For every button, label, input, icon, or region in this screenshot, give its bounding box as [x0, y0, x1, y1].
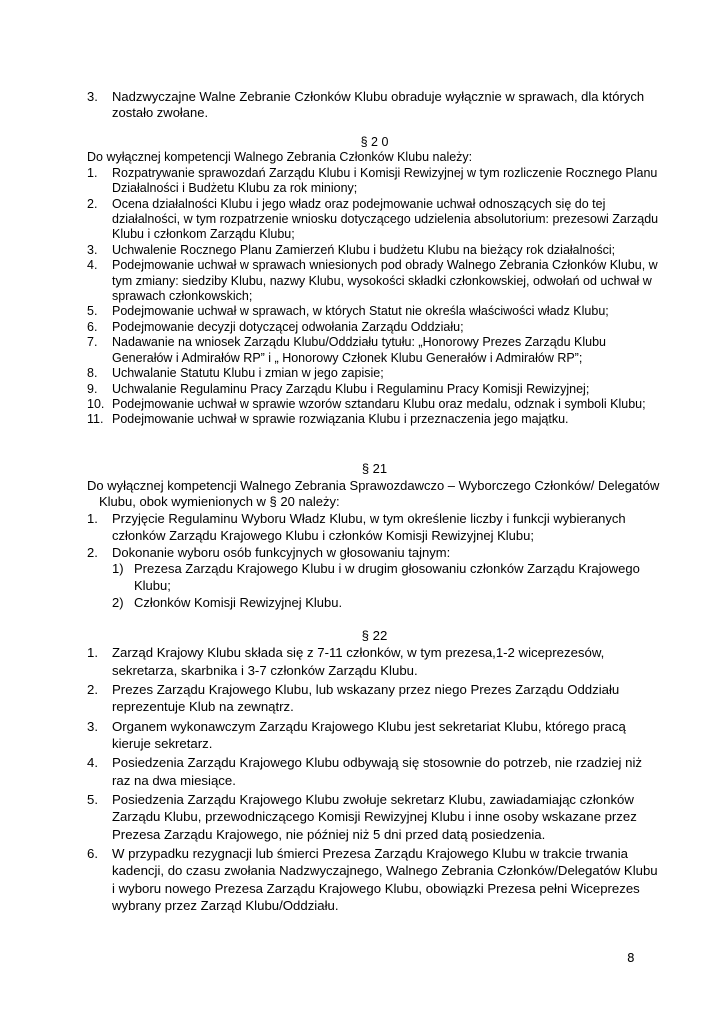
item-text: Uchwalenie Rocznego Planu Zamierzeń Klubu i budżetu Klubu na bieżący rok działalności; — [112, 242, 616, 257]
item-text: Zarząd Krajowy Klubu składa się z 7-11 członków, w tym prezesa,1-2 wiceprezesów, sekretarza, skarbnika i 3-7 członków Zarządu Klubu. — [112, 645, 605, 678]
item-text: Podejmowanie uchwał w sprawie rozwiązania Klubu i przeznaczenia jego majątku. — [112, 412, 569, 427]
item-number: 1. — [87, 645, 98, 661]
item-text: Dokonanie wyboru osób funkcyjnych w głosowaniu tajnym: — [112, 544, 451, 560]
section-list — [87, 511, 662, 561]
item-text: Uchwalanie Statutu Klubu i zmian w jego zapisie; — [112, 366, 384, 381]
item-number: 4. — [87, 258, 98, 273]
section-lead: Do wyłącznej kompetencji Walnego Zebrania Członków Klubu należy: — [87, 150, 473, 165]
list-item — [87, 382, 662, 397]
page-number: 8 — [627, 951, 635, 965]
item-text: Podejmowanie uchwał w sprawach wniesionych pod obrady Walnego Zebrania Członków Klubu, w tym zmiany: siedziby Klubu, nazwy Klubu, wysokości składki członkowskiej, odwołań od uchwał w sprawach członkowskich; — [112, 258, 658, 304]
item-text: Posiedzenia Zarządu Krajowego Klubu zwołuje sekretarz Klubu, zawiadamiając członków Zarządu Klubu, przewodniczącego Komisji Rewizyjnej Klubu i inne osoby wskazane przez Prezesa Zarządu Krajowego, nie później niż 5 dni przed datą posiedzenia. — [112, 791, 637, 842]
intro-section — [87, 89, 662, 121]
section-heading: § 22 — [361, 628, 388, 643]
list-item — [87, 845, 662, 915]
item-number: 2. — [87, 682, 98, 698]
section-heading: § 2 0 — [360, 135, 389, 149]
item-text: Podejmowanie uchwał w sprawie wzorów sztandaru Klubu oraz medalu, odznak i symboli Klubu; — [112, 396, 646, 411]
item-text: Rozpatrywanie sprawozdań Zarządu Klubu i Komisji Rewizyjnej w tym rozliczenie Rocznego Planu Działalności i Budżetu Klubu za rok miniony; — [112, 165, 658, 196]
list-item — [87, 561, 662, 594]
item-number: 10. — [87, 396, 105, 411]
section-sublist — [87, 561, 662, 611]
item-text: Przyjęcie Regulaminu Wyboru Władz Klubu, w tym określenie liczby i funkcji wybieranych członków Zarządu Krajowego Klubu i członków Komisji Rewizyjnej Klubu; — [112, 511, 626, 543]
list-item — [87, 595, 662, 612]
item-number: 9. — [87, 381, 98, 396]
item-number: 3. — [87, 242, 98, 257]
item-text: Członków Komisji Rewizyjnej Klubu. — [134, 594, 343, 610]
item-number: 1. — [87, 165, 98, 180]
list-item — [87, 243, 662, 258]
item-text: Ocena działalności Klubu i jego władz oraz podejmowanie uchwał odnoszących się do tej działalności, w tym rozpatrzenie wniosku dotyczącego udzielenia absolutorium: prezesowi Zarządu Klubu i członkom Zarządu Klubu; — [112, 196, 659, 242]
item-number: 3. — [87, 89, 98, 104]
section-21 — [87, 461, 662, 611]
item-text: Organem wykonawczym Zarządu Krajowego Klubu jest sekretariat Klubu, którego pracą kieruje sekretarz. — [112, 718, 626, 752]
item-number: 2. — [87, 544, 98, 560]
list-item — [87, 89, 662, 121]
list-item — [87, 258, 662, 304]
list-item — [87, 791, 662, 843]
section-list — [87, 166, 662, 428]
item-number: 5. — [87, 791, 98, 807]
item-text: Podejmowanie uchwał w sprawach, w których Statut nie określa właściwości władz Klubu; — [112, 304, 609, 319]
item-number: 1) — [112, 561, 124, 577]
item-text: Nadzwyczajne Walne Zebranie Członków Klubu obraduje wyłącznie w sprawach, dla których zostało zwołane. — [112, 89, 645, 120]
item-number: 2) — [112, 594, 124, 610]
item-number: 6. — [87, 319, 98, 334]
item-number: 4. — [87, 755, 98, 771]
section-22 — [87, 627, 662, 916]
item-text: Uchwalanie Regulaminu Pracy Zarządu Klubu i Regulaminu Pracy Komisji Rewizyjnej; — [112, 381, 590, 396]
item-number: 8. — [87, 366, 98, 381]
item-text: Podejmowanie decyzji dotyczącej odwołania Zarządu Oddziału; — [112, 319, 464, 334]
list-item — [87, 335, 662, 366]
item-number: 3. — [87, 718, 98, 734]
list-item — [87, 197, 662, 243]
list-item — [87, 166, 662, 197]
item-number: 6. — [87, 845, 98, 861]
list-item — [87, 644, 662, 679]
item-number: 11. — [87, 412, 104, 427]
list-item — [87, 320, 662, 335]
item-text: Prezes Zarządu Krajowego Klubu, lub wskazany przez niego Prezes Zarządu Oddziału reprezentuje Klub na zewnątrz. — [112, 682, 620, 715]
item-number: 7. — [87, 335, 98, 350]
list-item — [87, 304, 662, 319]
item-number: 1. — [87, 511, 98, 527]
list-item — [87, 754, 662, 789]
section-lead: Do wyłącznej kompetencji Walnego Zebrania Sprawozdawczo – Wyborczego Członków/ Delegatów Klubu, obok wymienionych w § 20 należy: — [87, 477, 660, 510]
list-item — [87, 412, 662, 427]
list-item — [87, 397, 662, 412]
item-text: Posiedzenia Zarządu Krajowego Klubu odbywają się stosownie do potrzeb, nie rzadziej niż raz na dwa miesiące. — [112, 755, 643, 788]
item-text: W przypadku rezygnacji lub śmierci Prezesa Zarządu Krajowego Klubu w trakcie trwania kadencji, do czasu zwołania Nadzwyczajnego, Walnego Zebrania Członków/Delegatów Klubu i wyboru nowego Prezesa Zarządu Krajowego Klubu, obowiązki Prezesa pełni Wiceprezes wybrany przez Zarząd Klubu/Oddziału. — [112, 845, 658, 914]
list-item — [87, 366, 662, 381]
list-item — [87, 718, 662, 753]
item-text: Prezesa Zarządu Krajowego Klubu i w drugim głosowaniu członków Zarządu Krajowego Klubu; — [134, 561, 640, 593]
section-heading: § 21 — [361, 461, 388, 476]
section-list — [87, 644, 662, 914]
item-number: 5. — [87, 304, 98, 319]
item-text: Nadawanie na wniosek Zarządu Klubu/Oddziału tytułu: „Honorowy Prezes Zarządu Klubu Generałów i Admirałów RP” i „ Honorowy Członek Klubu Generałów i Admirałów RP”; — [112, 335, 607, 365]
list-item — [87, 545, 662, 562]
list-item — [87, 681, 662, 716]
item-number: 2. — [87, 196, 98, 211]
section-20 — [87, 135, 662, 428]
list-item — [87, 511, 662, 544]
